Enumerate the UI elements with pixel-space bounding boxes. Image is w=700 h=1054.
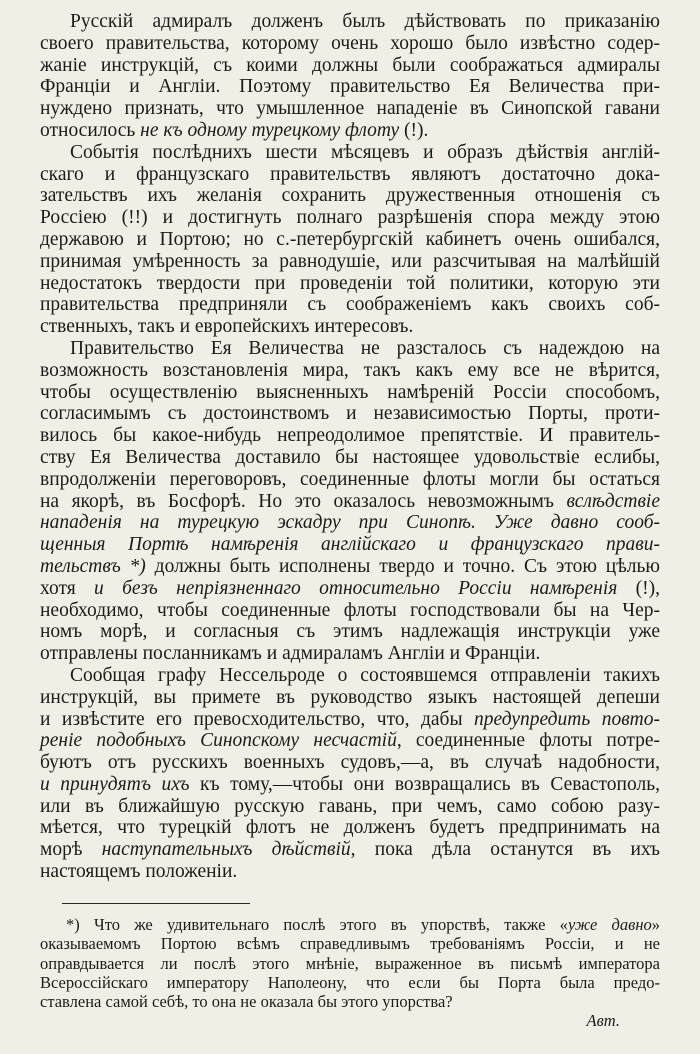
emphasized-text: тельствъ *) [40, 555, 146, 577]
text-line [40, 316, 660, 338]
text-line [40, 839, 660, 861]
text-line [40, 294, 660, 316]
text-segment: ству Ея Величества доставило бы настоящее удовольствіе еслибы, [40, 446, 660, 468]
text-segment: на якорѣ, въ Босфорѣ. Но это оказалось невозможнымъ [40, 490, 567, 512]
text-segment: отправлены посланникамъ и адмираламъ Англіи и Франціи. [40, 643, 541, 665]
text-line [40, 425, 660, 447]
text-line [40, 469, 660, 491]
emphasized-text: и безъ непріязненнаго относительно Россіи намѣренія [94, 577, 618, 599]
footnote-line [40, 934, 660, 953]
text-line [40, 774, 660, 796]
text-line [40, 534, 660, 556]
text-segment: буютъ отъ русскихъ военныхъ судовъ,—а, въ случаѣ надобности, [40, 752, 660, 774]
text-line [40, 578, 660, 600]
text-segment: согласимымъ съ достоинствомъ и независимостью Порты, проти- [40, 403, 660, 425]
text-segment: Русскій адмиралъ долженъ былъ дѣйствовать по приказанію [70, 11, 660, 32]
footnote-line [40, 915, 660, 934]
paragraph-2 [40, 142, 660, 338]
text-line [40, 120, 660, 142]
text-line [40, 185, 660, 207]
text-segment: Событія послѣднихъ шести мѣсяцевъ и образъ дѣйствія англій- [70, 141, 660, 163]
paragraph-4 [40, 665, 660, 883]
text-segment: жаніе инструкцій, съ коими должны были соображаться адмиралы [40, 54, 660, 76]
text-line [40, 403, 660, 425]
text-line [40, 360, 660, 382]
text-line [40, 643, 660, 665]
author-signature: Авт. [586, 1011, 620, 1031]
text-line [40, 142, 660, 164]
text-segment: зательствъ ихъ желанія сохранить дружественныя отношенія съ [40, 185, 660, 207]
text-segment: своего правительства, которому очень хорошо было извѣстно содер- [40, 32, 660, 54]
text-segment: , пока дѣла останутся въ ихъ [350, 839, 661, 861]
paragraph-1 [40, 11, 660, 142]
emphasized-text: нападенія на турецкую эскадру при Синопѣ. Уже давно сооб- [40, 512, 660, 534]
text-line [40, 447, 660, 469]
text-segment: Россіею (!!) и достигнуть полнаго разрѣшенія спора между этою [40, 207, 660, 229]
text-segment: возможность возстановленія мира, такъ какъ ему все не вѣрится, [40, 359, 660, 381]
text-segment: вилось бы какое-нибудь непреодолимое препятствіе. И правитель- [40, 425, 660, 447]
footnote-line [40, 954, 660, 973]
text-line [40, 621, 660, 643]
text-segment: (!), [617, 577, 660, 599]
text-line [40, 687, 660, 709]
emphasized-text: не къ одному турецкому флоту [140, 119, 400, 141]
emphasized-text: реніе подобныхъ Синопскому несчастій [40, 730, 397, 752]
emphasized-text: щенныя Портѣ намѣренія англійскаго и французскаго прави- [40, 534, 660, 556]
text-segment: , соединенные флоты потре- [396, 730, 660, 752]
text-segment: мѣется, что турецкій флотъ не долженъ будетъ предпринимать на [40, 817, 660, 839]
text-line [40, 752, 660, 774]
text-segment: нуждено признать, что умышленное нападеніе въ Синопской гавани [40, 98, 660, 120]
text-line [40, 382, 660, 404]
text-line [40, 164, 660, 186]
main-text [40, 11, 660, 883]
text-segment: недостатокъ твердости при проведеніи той политики, которую эти [40, 272, 660, 294]
text-segment: скаго и французскаго правительствъ являютъ достаточно дока- [40, 163, 660, 185]
text-segment: правительства предприняли съ соображеніемъ какъ своихъ соб- [40, 294, 660, 316]
text-line [40, 33, 660, 55]
text-segment: должны быть исполнены твердо и точно. Съ этою цѣлью [145, 555, 660, 577]
text-line [40, 665, 660, 687]
text-line [40, 556, 660, 578]
text-segment: морѣ [40, 839, 102, 861]
text-segment: оказываемомъ Портою всѣмъ справедливымъ требованіямъ Россіи, и не [40, 934, 660, 954]
emphasized-text: и принудятъ ихъ [40, 773, 190, 795]
text-line [40, 600, 660, 622]
text-line [40, 796, 660, 818]
text-line [40, 709, 660, 731]
text-segment: относилось [40, 119, 141, 141]
text-segment: ственныхъ, такъ и европейскихъ интересовъ. [40, 316, 414, 338]
text-line [40, 512, 660, 534]
text-segment: *) Что же удивительнаго послѣ этого въ упорствѣ, также « [66, 915, 568, 934]
emphasized-text: предупредить повто- [474, 708, 660, 730]
text-segment: державою и Портою; но с.-петербургскій кабинетъ очень ошибался, [40, 228, 660, 250]
text-line [40, 251, 660, 273]
text-line [40, 98, 660, 120]
text-line [40, 229, 660, 251]
text-line [40, 11, 660, 33]
text-line [40, 55, 660, 77]
text-segment: впродолженіи переговоровъ, соединенные флоты могли бы остаться [40, 468, 660, 490]
emphasized-text: вслѣдствіе [566, 490, 660, 512]
footnote-separator [62, 903, 250, 904]
text-segment: Правительство Ея Величества не разсталось съ надеждою на [70, 337, 660, 359]
paragraph-3 [40, 338, 660, 665]
text-segment: необходимо, чтобы соединенные флоты господствовали бы на Чер- [40, 599, 660, 621]
text-line [40, 861, 660, 883]
text-segment: инструкцій, вы примете въ руководство языкъ настоящей депеши [40, 686, 660, 708]
text-segment: настоящемъ положеніи. [40, 861, 238, 883]
text-segment: чтобы осуществленію выясненныхъ намѣреній Россіи способомъ, [40, 381, 660, 403]
text-line [40, 273, 660, 295]
text-segment: и извѣстите его превосходительство, что, дабы [40, 708, 475, 730]
text-line [40, 207, 660, 229]
text-line [40, 491, 660, 513]
text-segment: принимая умѣренность за равнодушіе, или разсчитывая на малѣйшій [40, 250, 660, 272]
text-line [40, 338, 660, 360]
text-segment: Сообщая графу Нессельроде о состоявшемся отправленіи такихъ [70, 664, 660, 686]
footnote-line [40, 992, 660, 1011]
text-segment: или въ ближайшую русскую гавань, при чемъ, само собою разу- [40, 795, 660, 817]
text-segment: Франціи и Англіи. Поэтому правительство Ея Величества при- [40, 76, 660, 98]
text-segment: оправдывается ли послѣ этого мнѣніе, выраженное въ письмѣ императора [40, 953, 660, 973]
text-segment: хотя [40, 577, 95, 599]
text-segment: номъ морѣ, и согласныя съ этимъ надлежащія инструкціи уже [40, 621, 660, 643]
text-segment: Всероссійскаго императору Наполеону, что если бы Порта была предо- [40, 972, 660, 992]
text-segment: (!). [399, 119, 429, 141]
text-line [40, 817, 660, 839]
text-segment: ставлена самой себѣ, то она не оказала бы этого упорства? [40, 992, 453, 1012]
emphasized-text: наступательныхъ дѣйствій [101, 839, 351, 861]
footnote-line [40, 973, 660, 992]
text-line [40, 76, 660, 98]
emphasized-text: уже давно [567, 915, 652, 934]
text-line [40, 730, 660, 752]
text-segment: » [651, 915, 660, 934]
text-segment: къ тому,—чтобы они возвращались въ Севастополь, [189, 773, 660, 795]
footnote [40, 915, 660, 1031]
